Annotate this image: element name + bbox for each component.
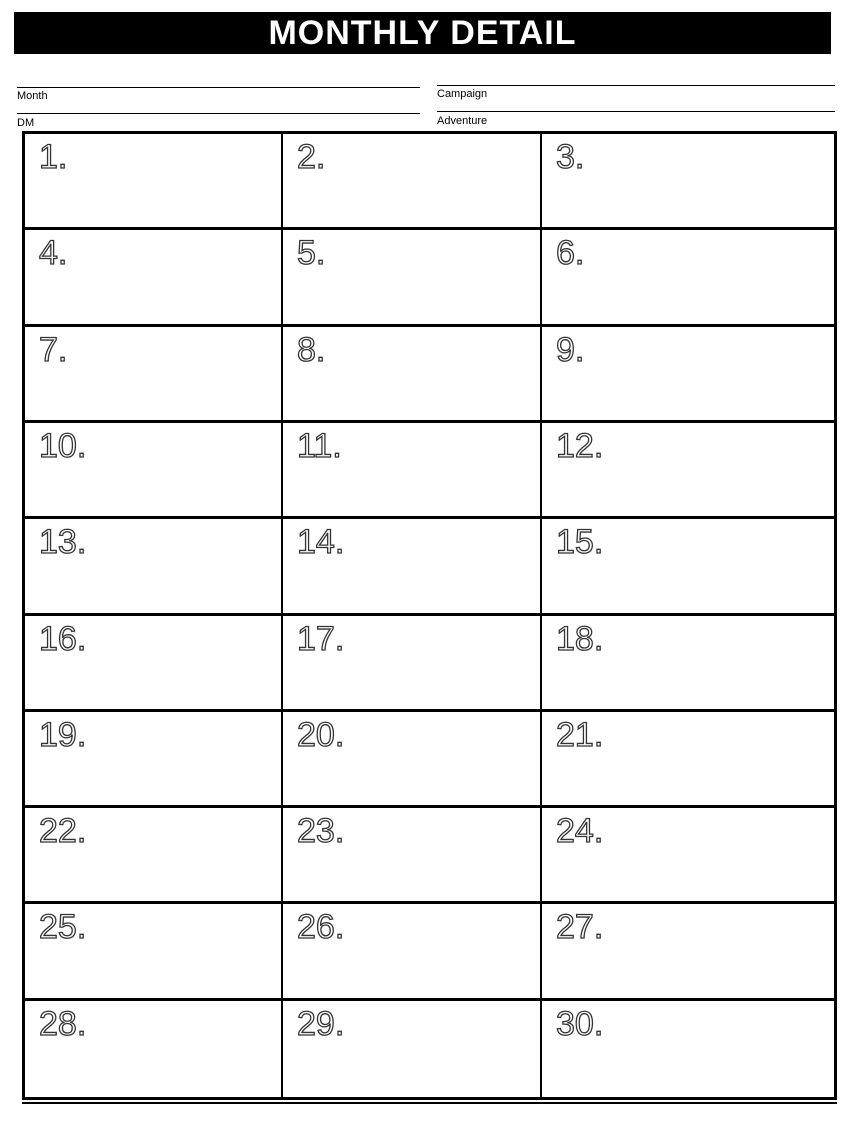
- day-cell[interactable]: [25, 808, 283, 904]
- day-cell[interactable]: [283, 904, 542, 1000]
- day-number: 28.: [39, 1004, 87, 1043]
- day-number: 30.: [556, 1004, 604, 1043]
- day-number: 14.: [297, 523, 345, 562]
- title-bar: [14, 12, 831, 54]
- day-number: 16.: [39, 619, 87, 658]
- day-cell[interactable]: [25, 616, 283, 712]
- dm-label: DM: [17, 117, 35, 129]
- day-number: 5.: [297, 234, 326, 273]
- day-cell[interactable]: [25, 327, 283, 423]
- day-number: 2.: [297, 138, 326, 176]
- day-cell[interactable]: [283, 519, 542, 615]
- day-cell[interactable]: [542, 423, 834, 519]
- adventure-field[interactable]: [437, 111, 835, 129]
- day-number: 26.: [297, 908, 345, 947]
- day-cell[interactable]: [25, 904, 283, 1000]
- page-title: MONTHLY DETAIL: [268, 14, 577, 52]
- day-cell[interactable]: [283, 230, 542, 326]
- adventure-label: Adventure: [437, 115, 488, 127]
- day-grid: [22, 131, 837, 1100]
- day-cell[interactable]: [283, 1001, 542, 1097]
- day-number: 10.: [39, 426, 87, 465]
- day-cell[interactable]: [542, 230, 834, 326]
- day-cell[interactable]: [25, 230, 283, 326]
- day-cell[interactable]: [283, 616, 542, 712]
- day-number: 12.: [556, 426, 604, 465]
- day-cell[interactable]: [542, 712, 834, 808]
- day-cell[interactable]: [25, 712, 283, 808]
- month-label: Month: [17, 90, 48, 102]
- day-cell[interactable]: [542, 616, 834, 712]
- day-number: 13.: [39, 523, 87, 562]
- dm-field[interactable]: [17, 113, 420, 131]
- day-number: 22.: [39, 812, 87, 851]
- day-number: 3.: [556, 138, 585, 176]
- day-cell[interactable]: [283, 808, 542, 904]
- day-number: 17.: [297, 619, 345, 658]
- day-number: 11.: [297, 426, 342, 465]
- day-cell[interactable]: [283, 423, 542, 519]
- bottom-divider: [22, 1102, 837, 1104]
- day-number: 23.: [297, 812, 345, 851]
- day-cell[interactable]: [542, 327, 834, 423]
- day-cell[interactable]: [283, 712, 542, 808]
- day-cell[interactable]: [283, 134, 542, 230]
- day-cell[interactable]: [542, 134, 834, 230]
- day-cell[interactable]: [542, 904, 834, 1000]
- day-number: 18.: [556, 619, 604, 658]
- day-cell[interactable]: [25, 423, 283, 519]
- day-number: 20.: [297, 715, 345, 754]
- day-cell[interactable]: [25, 134, 283, 230]
- day-number: 8.: [297, 330, 326, 369]
- day-number: 29.: [297, 1004, 345, 1043]
- day-cell[interactable]: [25, 519, 283, 615]
- campaign-field[interactable]: [437, 85, 835, 109]
- day-cell[interactable]: [542, 808, 834, 904]
- campaign-label: Campaign: [437, 88, 488, 100]
- day-cell[interactable]: [283, 327, 542, 423]
- day-number: 15.: [556, 523, 604, 562]
- day-number: 1.: [39, 138, 68, 176]
- day-number: 21.: [556, 715, 604, 754]
- day-number: 7.: [39, 330, 68, 369]
- day-number: 4.: [39, 234, 68, 273]
- day-number: 19.: [39, 715, 87, 754]
- day-cell[interactable]: [542, 1001, 834, 1097]
- day-number: 6.: [556, 234, 585, 273]
- day-number: 9.: [556, 330, 585, 369]
- month-field[interactable]: [17, 87, 420, 111]
- day-cell[interactable]: [542, 519, 834, 615]
- day-number: 25.: [39, 908, 87, 947]
- day-number: 24.: [556, 812, 604, 851]
- day-number: 27.: [556, 908, 604, 947]
- day-cell[interactable]: [25, 1001, 283, 1097]
